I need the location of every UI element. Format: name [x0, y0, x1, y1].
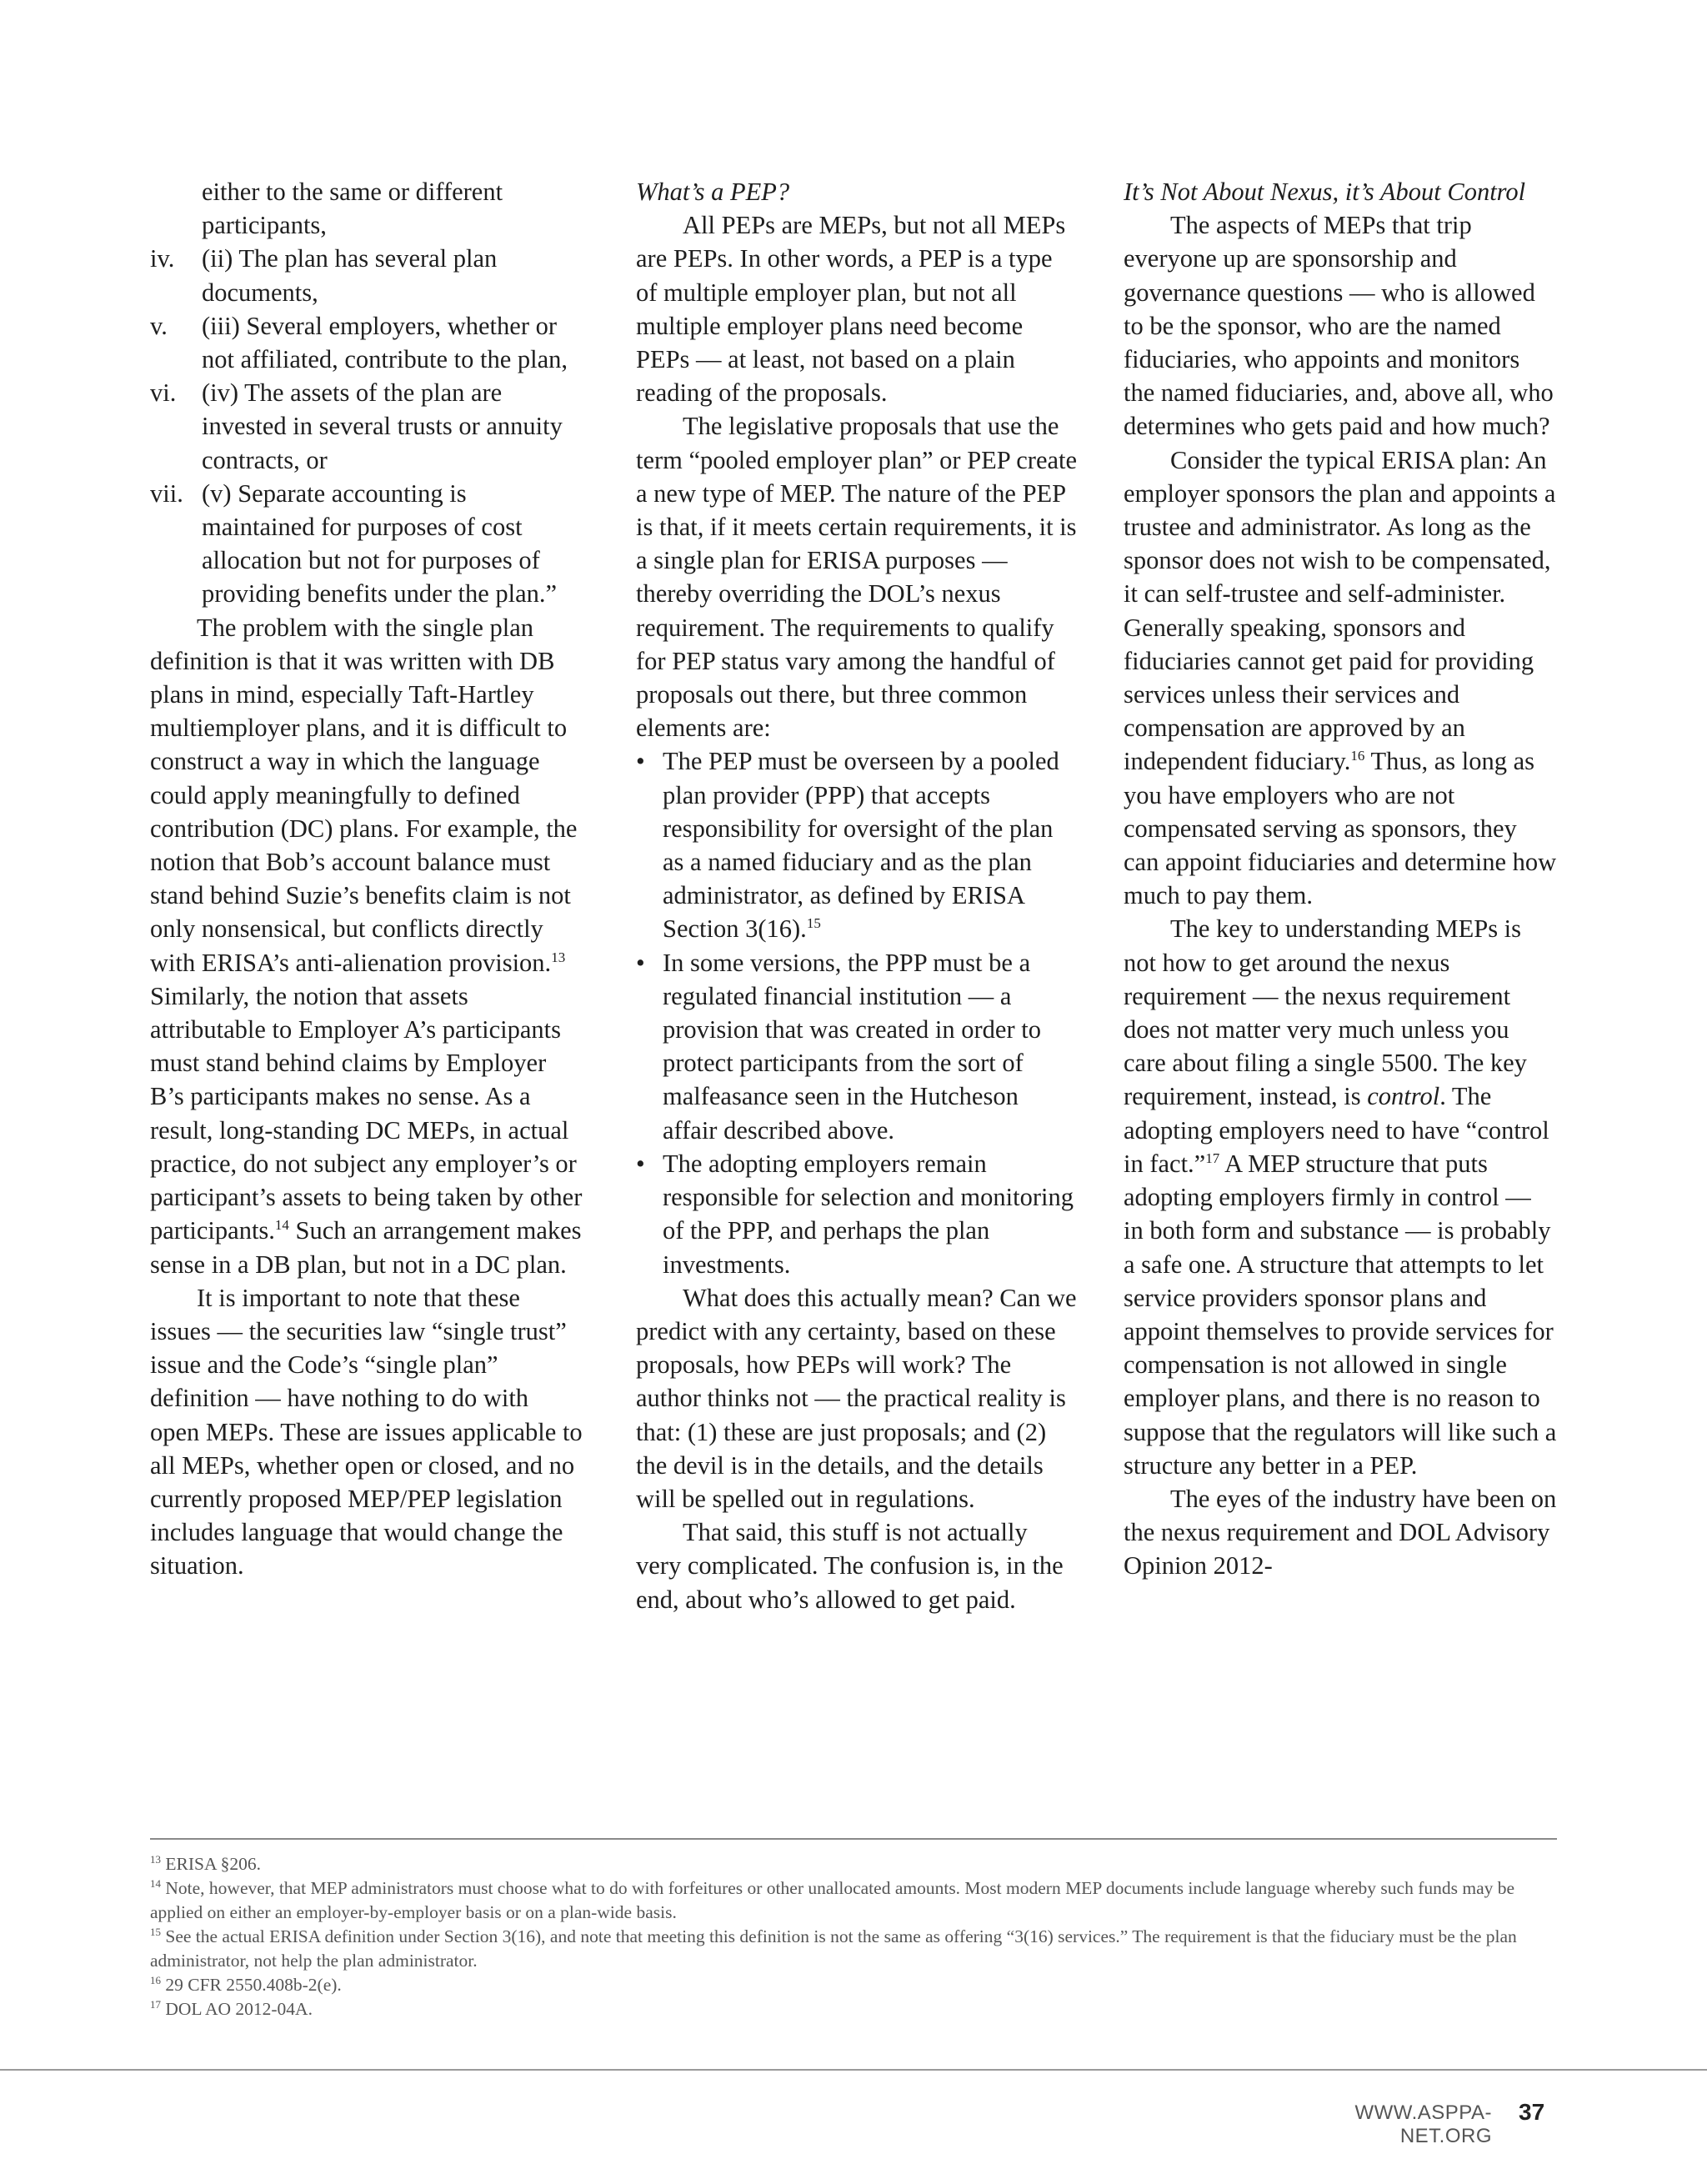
footnote: $^{16}$ 29 CFR 2550.408b-2(e). — [150, 1974, 342, 1995]
paragraph: The aspects of MEPs that trip everyone up are sponsorship and governance questions — who is allowed to be the sponsor, who are the named fiduciaries, who appoints and monitors the named fiduciaries, and, above all, who determines who gets paid and how much? — [1124, 211, 1554, 441]
paragraph: That said, this stuff is not actually very complicated. The confusion is, in the end, about who’s allowed to get paid. — [636, 1518, 1064, 1614]
paragraph: All PEPs are MEPs, but not all MEPs are PEPs. In other words, a PEP is a type of multiple employer plan, but not all multiple employer plans need become PEPs — at least, not based on a plain reading of the proposals. — [636, 211, 1066, 408]
footnote-ref: 15 — [806, 915, 821, 932]
section-heading: It’s Not About Nexus, it’s About Control — [1124, 178, 1526, 206]
list-text: (ii) The plan has several plan documents, — [202, 244, 498, 307]
paragraph: The problem with the single plan definition is that it was written with DB plans in mind, especially Taft-Hartley multiemployer plans, and it is difficult to construct a way in which the language could apply meaningfully to defined contribution (DC) plans. For example, the notion that Bob’s account balance must stand behind Suzie’s benefits claim is not only nonsensical, but conflicts directly with ERISA’s anti-alienation provision.$^{13}$ Similarly, the notion that assets attributable to Employer A’s participants must stand behind claims by Employer B’s participants makes no sense. As a result, long-standing DC MEPs, in actual practice, do not subject any employer’s or participant’s assets to being taken by other participants.$^{14}$ Such an arrangement makes sense in a DB plan, but not in a DC plan. — [150, 613, 583, 1279]
footnotes — [150, 1852, 1557, 2021]
footnote-divider — [150, 1838, 1557, 1840]
bullet-icon: • — [636, 1149, 645, 1178]
footer-divider — [0, 2069, 1707, 2071]
footnote-ref: 17 — [1205, 1150, 1220, 1166]
list-number: iv. — [150, 244, 175, 273]
bullet-item: • In some versions, the PPP must be a regulated financial institution — a provision that was created in order to protect participants from the sort of malfeasance seen in the Hutcheson affair described above. — [636, 946, 1078, 1147]
column-2 — [636, 175, 1078, 1616]
section-heading: What’s a PEP? — [636, 178, 790, 206]
list-number: v. — [150, 311, 168, 340]
list-text: (iv) The assets of the plan are invested in several trusts or annuity contracts, or — [202, 378, 563, 474]
list-item — [150, 477, 583, 611]
list-number: vii. — [150, 478, 183, 508]
bullet-icon: • — [636, 747, 645, 776]
bullet-item: • The PEP must be overseen by a pooled plan provider (PPP) that accepts responsibility for oversight of the plan as a named fiduciary and as the plan administrator, as defined by ERISA Section 3(16).$^{15}$ — [636, 744, 1078, 945]
paragraph: The legislative proposals that use the term “pooled employer plan” or PEP create a new type of MEP. The nature of the PEP is that, if it meets certain requirements, it is a single plan for ERISA purposes — thereby overriding the DOL’s nexus requirement. The requirements to qualify for PEP status vary among the handful of proposals out there, but three common elements are: — [636, 412, 1078, 743]
list-text: (iii) Several employers, whether or not affiliated, contribute to the plan, — [202, 311, 568, 374]
paragraph: What does this actually mean? Can we predict with any certainty, based on these proposals, how PEPs will work? The author thinks not — the practical reality is that: (1) these are just proposals; and (2) the devil is in the details, and the details will be spelled out in regulations. — [636, 1283, 1077, 1513]
column-3 — [1124, 175, 1557, 1583]
page-number: 37 — [1519, 2099, 1545, 2125]
emphasis: control — [1367, 1082, 1440, 1111]
list-continuation: either to the same or different participants, — [202, 178, 503, 240]
list-item — [150, 309, 583, 376]
paragraph: It is important to note that these issues — the securities law “single trust” issue and the Code’s “single plan” definition — have nothing to do with open MEPs. These are issues applicable to all MEPs, whether open or closed, and no currently proposed MEP/PEP legislation includes language that would change the situation. — [150, 1283, 583, 1580]
footnote: $^{17}$ DOL AO 2012-04A. — [150, 1998, 313, 2019]
list-text: (v) Separate accounting is maintained for purposes of cost allocation but not for purposes of providing benefits under the plan.” — [202, 478, 558, 609]
paragraph: Consider the typical ERISA plan: An employer sponsors the plan and appoints a trustee and administrator. As long as the sponsor does not wish to be compensated, it can self-trustee and self-administer. Generally speaking, sponsors and fiduciaries cannot get paid for providing services unless their services and compensation are approved by an independent fiduciary.$^{16}$ Thus, as long as you have employers who are not compensated serving as sponsors, they can appoint fiduciaries and determine how much to pay them. — [1124, 445, 1557, 910]
footnote-ref: 14 — [274, 1217, 289, 1234]
paragraph: The key to understanding MEPs is not how to get around the nexus requirement — the nexus requirement does not matter very much unless you care about filing a single 5500. The key requirement, instead, is control. The adopting employers need to have “control in fact.”$^{17}$ A MEP structure that puts adopting employers firmly in control — in both form and substance — is probably a safe one. A structure that attempts to let service providers sponsor plans and appoint themselves to provide services for compensation is not allowed in single employer plans, and there is no reason to suppose that the regulators will like such a structure any better in a PEP. — [1124, 914, 1557, 1480]
footnote: $^{14}$ Note, however, that MEP administrators must choose what to do with forfeitures or other unallocated amounts. Most modern MEP documents include language whereby such funds may be applied on either an employer-by-employer basis or on a plan-wide basis. — [150, 1877, 1515, 1922]
footnote: $^{13}$ ERISA §206. — [150, 1853, 262, 1874]
list-item — [150, 242, 583, 308]
list-item — [150, 376, 583, 477]
list-number: vi. — [150, 378, 177, 408]
bullet-icon: • — [636, 948, 645, 977]
bullet-list — [636, 744, 1078, 1280]
bullet-item: • The adopting employers remain responsible for selection and monitoring of the PPP, and perhaps the plan investments. — [636, 1147, 1078, 1281]
footer-website: WWW.ASPPA-NET.ORG — [1354, 2101, 1492, 2147]
footnote: $^{15}$ See the actual ERISA definition under Section 3(16), and note that meeting this definition is not the same as offering “3(16) services.” The requirement is that the fiduciary must be the plan administrator, not help the plan administrator. — [150, 1926, 1517, 1971]
paragraph: The eyes of the industry have been on the nexus requirement and DOL Advisory Opinion 2012- — [1124, 1484, 1557, 1580]
footnote-ref: 16 — [1350, 748, 1365, 764]
column-1 — [150, 175, 583, 1583]
footnote-ref: 13 — [551, 949, 566, 965]
